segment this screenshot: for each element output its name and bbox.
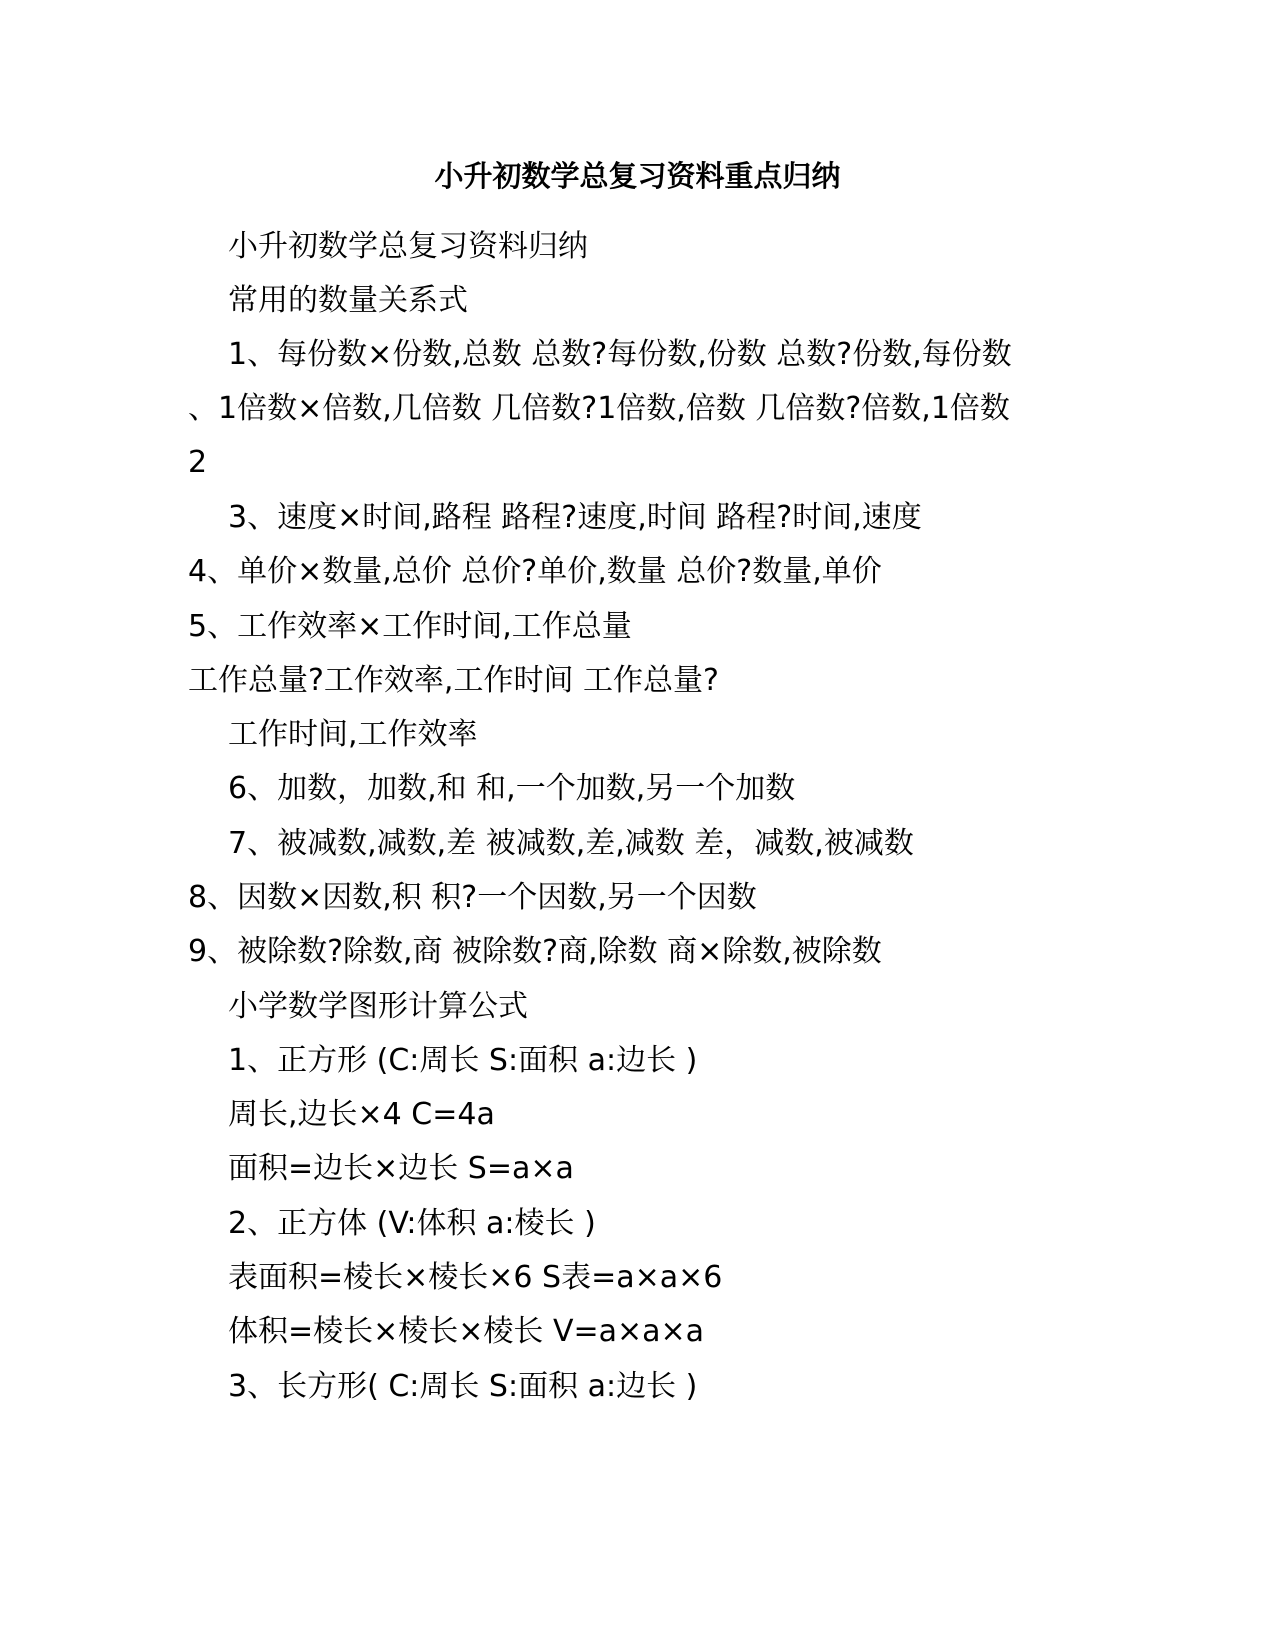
text-line: 面积=边长×边长 S=a×a [228,1151,574,1186]
text-line: 6、加数，加数,和 和,一个加数,另一个加数 [228,771,796,806]
text-line: 工作总量?工作效率,工作时间 工作总量? [188,663,719,698]
text-line: 工作时间,工作效率 [228,717,478,752]
text-line: 1、正方形 (C:周长 S:面积 a:边长 ) [228,1043,698,1078]
text-line: 表面积=棱长×棱长×6 S表=a×a×6 [228,1260,723,1295]
document-title: 小升初数学总复习资料重点归纳 [434,159,841,193]
text-line: 2、正方体 (V:体积 a:棱长 ) [228,1206,596,1241]
text-line: 7、被减数,减数,差 被减数,差,减数 差，减数,被减数 [228,826,914,861]
text-line: 1、每份数×份数,总数 总数?每份数,份数 总数?份数,每份数 [228,337,1012,372]
text-line: 周长,边长×4 C=4a [228,1097,495,1132]
text-line: 、1倍数×倍数,几倍数 几倍数?1倍数,倍数 几倍数?倍数,1倍数 [188,391,1010,426]
text-line: 5、工作效率×工作时间,工作总量 [188,609,632,644]
text-line: 小升初数学总复习资料归纳 [228,229,588,264]
text-line: 9、被除数?除数,商 被除数?商,除数 商×除数,被除数 [188,934,882,969]
text-line: 2 [188,445,208,480]
section-heading: 小学数学图形计算公式 [228,989,528,1024]
text-line: 常用的数量关系式 [228,283,468,318]
text-line: 3、长方形( C:周长 S:面积 a:边长 ) [228,1369,698,1404]
text-line: 体积=棱长×棱长×棱长 V=a×a×a [228,1314,705,1349]
text-line: 4、单价×数量,总价 总价?单价,数量 总价?数量,单价 [188,554,882,589]
text-line: 3、速度×时间,路程 路程?速度,时间 路程?时间,速度 [228,500,922,535]
text-line: 8、因数×因数,积 积?一个因数,另一个因数 [188,880,757,915]
